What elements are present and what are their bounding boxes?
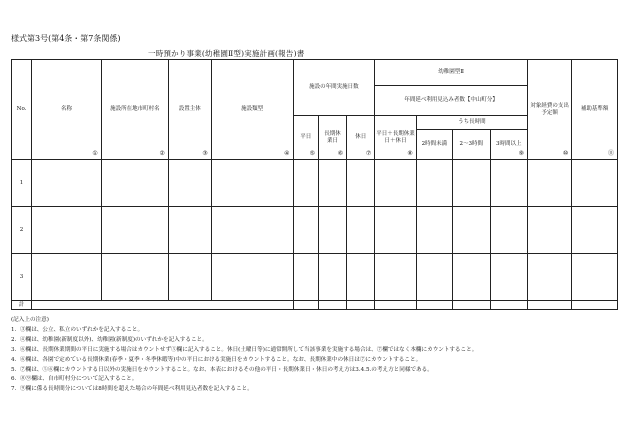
note-item: 3. ⑥欄は、長期休業期間の平日に実施する場合はカウントせず⑤欄に記入すること。休日(土曜日等)に通常開所して当該事業を実施する場合は、⑦欄ではなく本欄にカウントすること。 xyxy=(11,346,478,353)
cell[interactable] xyxy=(32,254,102,301)
note-item: 5. ⑦欄は、⑤⑥欄にカウントする日以外の実施日をカウントすること。なお、本表におけるその他の平日・長期休業日・休日の考え方は3.4.5.の考え方と同様である。 xyxy=(11,366,433,373)
cell[interactable] xyxy=(293,301,318,310)
cell[interactable] xyxy=(101,254,168,301)
table-row xyxy=(12,160,618,207)
cell[interactable] xyxy=(416,207,452,254)
header-over3: 3時間以上 ⑨ xyxy=(490,130,528,160)
header-weekday: 平日 ⑤ xyxy=(293,116,318,160)
header-two-to-three: 2〜3時間 xyxy=(453,130,491,160)
header-subsidy-base: 補助基準額 ⑪ xyxy=(572,60,618,160)
header-holiday: 休日 ⑦ xyxy=(347,116,375,160)
cell[interactable] xyxy=(572,254,618,301)
plan-table xyxy=(11,59,618,310)
cell[interactable] xyxy=(375,160,417,207)
cell[interactable] xyxy=(211,160,293,207)
cell[interactable] xyxy=(490,254,528,301)
form-id: 様式第3号(第4条・第7条関係) xyxy=(11,34,121,43)
cell[interactable] xyxy=(375,207,417,254)
header-kindergarten-type2: 幼稚園型Ⅱ xyxy=(375,60,528,86)
cell[interactable] xyxy=(347,207,375,254)
header-no: No. xyxy=(12,60,32,160)
header-facility-type: 施設類型 ④ xyxy=(211,60,293,160)
header-annual-days: 施設の年間実施日数 xyxy=(293,60,375,116)
cell[interactable] xyxy=(528,160,572,207)
header-name: 名称 ① xyxy=(32,60,102,160)
table-row xyxy=(12,254,618,301)
cell[interactable] xyxy=(32,160,102,207)
cell[interactable] xyxy=(453,160,491,207)
note-item: 4. ⑥欄は、各園で定めている長期休業(春季・夏季・冬季休暇等)中の平日における実施日をカウントすること。なお、長期休業中の休日は⑦にカウントすること。 xyxy=(11,356,422,363)
notes xyxy=(11,316,477,395)
cell[interactable] xyxy=(168,254,211,301)
cell[interactable] xyxy=(347,254,375,301)
cell[interactable] xyxy=(453,207,491,254)
cell[interactable] xyxy=(101,207,168,254)
cell[interactable] xyxy=(375,254,417,301)
header-long-holiday: 長期休業日 ⑥ xyxy=(318,116,346,160)
cell[interactable] xyxy=(416,301,452,310)
cell[interactable] xyxy=(318,207,346,254)
header-operator: 設置主体 ③ xyxy=(168,60,211,160)
row-number: 1 xyxy=(12,160,32,207)
cell[interactable] xyxy=(416,254,452,301)
row-number: 2 xyxy=(12,207,32,254)
header-under2: 2時間未満 xyxy=(416,130,452,160)
cell[interactable] xyxy=(32,207,102,254)
cell[interactable] xyxy=(528,254,572,301)
header-location: 施設所在地市町村名 ② xyxy=(101,60,168,160)
cell[interactable] xyxy=(416,160,452,207)
cell[interactable] xyxy=(168,207,211,254)
cell[interactable] xyxy=(490,207,528,254)
cell[interactable] xyxy=(101,160,168,207)
cell[interactable] xyxy=(572,207,618,254)
cell[interactable] xyxy=(490,160,528,207)
cell[interactable] xyxy=(453,301,491,310)
cell[interactable] xyxy=(293,207,318,254)
header-annual-users: 年間延べ利用見込み者数【中山町分】 xyxy=(375,86,528,116)
form-title: 一時預かり事業(幼稚園Ⅱ型)実施計画(報告)書 xyxy=(148,49,305,58)
cell[interactable] xyxy=(293,160,318,207)
row-number: 3 xyxy=(12,254,32,301)
note-item: 6. ⑧⑨欄は、自市町村分について記入すること。 xyxy=(11,376,138,383)
note-item: 2. ④欄は、幼稚園(新制度以外)、幼稚園(新制度)のいずれかを記入すること。 xyxy=(11,336,208,343)
cell[interactable] xyxy=(318,301,346,310)
cell[interactable] xyxy=(293,254,318,301)
cell[interactable] xyxy=(168,160,211,207)
table-row xyxy=(12,207,618,254)
cell[interactable] xyxy=(211,207,293,254)
header-target-cost: 対象経費の支出予定額 ⑩ xyxy=(528,60,572,160)
notes-title: (記入上の注意) xyxy=(11,317,49,323)
note-item: 1. ③欄は、公立、私立のいずれかを記入すること。 xyxy=(11,326,144,333)
cell[interactable] xyxy=(211,254,293,301)
header-long-hours: うち長時間 xyxy=(416,116,527,130)
total-row xyxy=(12,301,618,310)
cell[interactable] xyxy=(528,301,572,310)
total-blank xyxy=(32,301,293,310)
total-label: 計 xyxy=(12,301,32,310)
cell[interactable] xyxy=(572,160,618,207)
cell[interactable] xyxy=(347,301,375,310)
cell[interactable] xyxy=(318,160,346,207)
cell[interactable] xyxy=(375,301,417,310)
cell[interactable] xyxy=(490,301,528,310)
cell[interactable] xyxy=(347,160,375,207)
note-item: 7. ⑨欄に係る長時間分については8時間を超えた場合の年間延べ利用見込者数を記入すること。 xyxy=(11,386,253,393)
header-weekday-long-holiday: 平日＋長期休業日＋休日 ⑧ xyxy=(375,116,417,160)
cell[interactable] xyxy=(453,254,491,301)
cell[interactable] xyxy=(318,254,346,301)
cell[interactable] xyxy=(528,207,572,254)
cell[interactable] xyxy=(572,301,618,310)
